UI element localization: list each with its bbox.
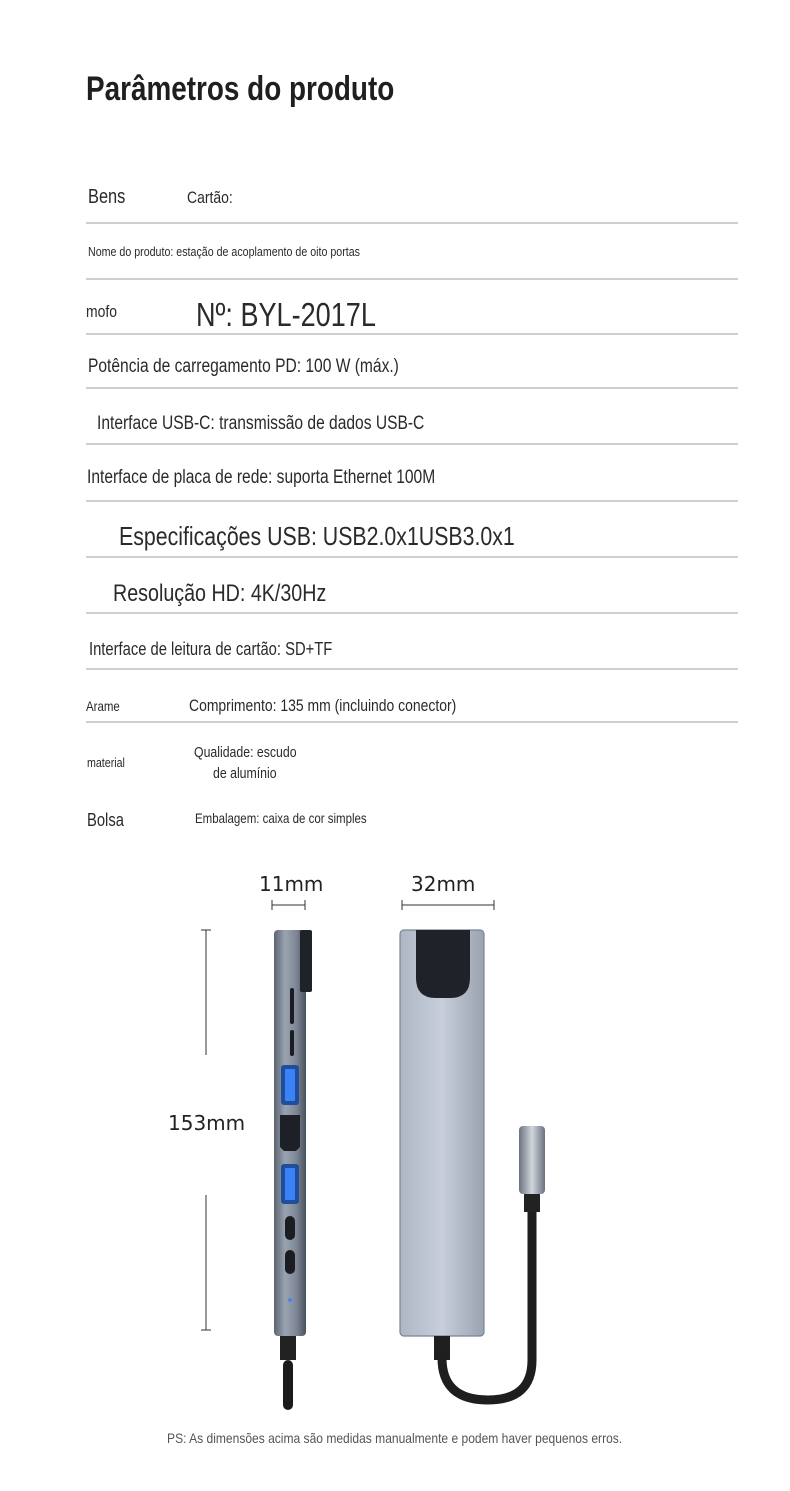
page-title: Parâmetros do produto — [86, 70, 395, 108]
product-name: Nome do produto: estação de acoplamento de oito portas — [88, 244, 361, 259]
width-dimension-line — [402, 900, 494, 910]
bens-label: Bens — [88, 186, 126, 208]
network-interface: Interface de placa de rede: suporta Ethernet 100M — [87, 467, 436, 488]
depth-dimension-label: 11mm — [259, 872, 324, 896]
divider — [86, 612, 738, 614]
divider — [86, 668, 738, 670]
card-reader-interface: Interface de leitura de cartão: SD+TF — [89, 639, 333, 659]
usb-c-interface: Interface USB-C: transmissão de dados USB-C — [97, 413, 425, 434]
hub-side-view — [274, 930, 312, 1410]
material-quality-line2: de alumínio — [213, 765, 277, 782]
depth-dimension-line — [272, 900, 305, 910]
mofo-label: mofo — [86, 302, 117, 321]
divider — [86, 721, 738, 723]
divider — [86, 222, 738, 224]
divider — [86, 333, 738, 335]
bens-value: Cartão: — [187, 188, 233, 207]
model-number: Nº: BYL-2017L — [196, 296, 376, 333]
divider — [86, 443, 738, 445]
hub-top-view — [400, 930, 545, 1400]
width-dimension-label: 32mm — [411, 872, 476, 896]
pd-power: Potência de carregamento PD: 100 W (máx.) — [88, 356, 399, 377]
packaging: Embalagem: caixa de cor simples — [195, 810, 367, 826]
divider — [86, 500, 738, 502]
bolsa-label: Bolsa — [87, 810, 124, 830]
length-dimension-label: 153mm — [168, 1111, 246, 1135]
arame-label: Arame — [86, 698, 120, 714]
divider — [86, 278, 738, 280]
cable-length: Comprimento: 135 mm (incluindo conector) — [189, 696, 457, 715]
hd-resolution: Resolução HD: 4K/30Hz — [113, 580, 327, 607]
usb-spec: Especificações USB: USB2.0x1USB3.0x1 — [119, 521, 515, 551]
dimensions-footnote: PS: As dimensões acima são medidas manualmente e podem haver pequenos erros. — [167, 1430, 623, 1446]
divider — [86, 556, 738, 558]
material-label: material — [87, 755, 125, 770]
material-quality-line1: Qualidade: escudo — [194, 744, 297, 761]
divider — [86, 387, 738, 389]
